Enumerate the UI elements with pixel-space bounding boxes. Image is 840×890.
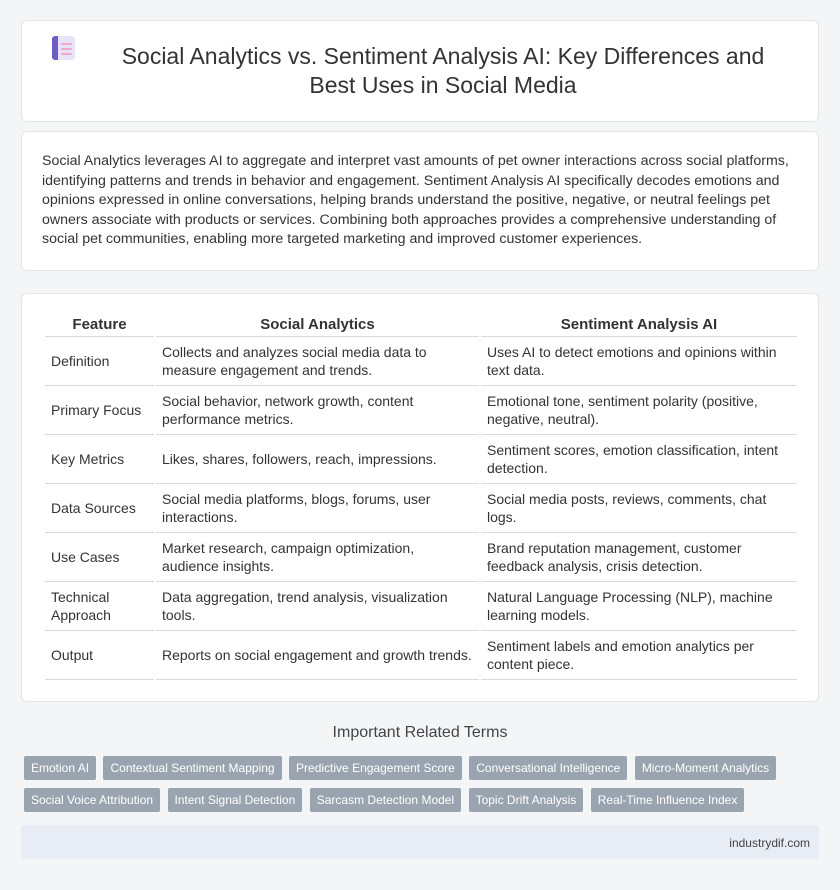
- social-analytics-cell: Market research, campaign optimization, audience insights.: [156, 533, 479, 582]
- column-header-sentiment-analysis: Sentiment Analysis AI: [481, 312, 797, 337]
- header-card: [21, 20, 819, 122]
- tag-real-time-influence-index[interactable]: Real-Time Influence Index: [591, 788, 745, 812]
- social-analytics-cell: Likes, shares, followers, reach, impressions.: [156, 435, 479, 484]
- feature-cell: Use Cases: [45, 533, 154, 582]
- column-header-social-analytics: Social Analytics: [156, 312, 479, 337]
- page-title: Social Analytics vs. Sentiment Analysis AI: Key Differences and Best Uses in Social Media: [121, 43, 765, 98]
- related-terms-tags: [24, 756, 824, 820]
- feature-cell: Primary Focus: [45, 386, 154, 435]
- social-analytics-cell: Reports on social engagement and growth trends.: [156, 631, 479, 680]
- table-row: [45, 631, 797, 680]
- table-header-row: [45, 312, 797, 337]
- social-analytics-cell: Collects and analyzes social media data to measure engagement and trends.: [156, 337, 479, 386]
- table-row: [45, 435, 797, 484]
- sentiment-analysis-cell: Uses AI to detect emotions and opinions within text data.: [481, 337, 797, 386]
- tag-social-voice-attribution[interactable]: Social Voice Attribution: [24, 788, 160, 812]
- tag-emotion-ai[interactable]: Emotion AI: [24, 756, 96, 780]
- tag-intent-signal-detection[interactable]: Intent Signal Detection: [168, 788, 303, 812]
- feature-cell: Output: [45, 631, 154, 680]
- tag-topic-drift-analysis[interactable]: Topic Drift Analysis: [469, 788, 584, 812]
- table-row: [45, 337, 797, 386]
- table-row: [45, 386, 797, 435]
- related-terms-section: [0, 723, 840, 807]
- social-analytics-cell: Social behavior, network growth, content performance metrics.: [156, 386, 479, 435]
- comparison-table: [43, 312, 799, 680]
- footer-site-link[interactable]: industrydif.com: [729, 836, 810, 850]
- sentiment-analysis-cell: Social media posts, reviews, comments, chat logs.: [481, 484, 797, 533]
- sentiment-analysis-cell: Natural Language Processing (NLP), machine learning models.: [481, 582, 797, 631]
- document-icon: [52, 36, 78, 62]
- tag-predictive-engagement-score[interactable]: Predictive Engagement Score: [289, 756, 462, 780]
- tag-sarcasm-detection-model[interactable]: Sarcasm Detection Model: [310, 788, 461, 812]
- column-header-feature: Feature: [45, 312, 154, 337]
- intro-card: [21, 131, 819, 271]
- table-row: [45, 582, 797, 631]
- social-analytics-cell: Data aggregation, trend analysis, visualization tools.: [156, 582, 479, 631]
- table-row: [45, 484, 797, 533]
- feature-cell: Data Sources: [45, 484, 154, 533]
- feature-cell: Key Metrics: [45, 435, 154, 484]
- feature-cell: Definition: [45, 337, 154, 386]
- feature-cell: Technical Approach: [45, 582, 154, 631]
- related-terms-title: Important Related Terms: [332, 724, 508, 741]
- footer: [21, 825, 819, 859]
- sentiment-analysis-cell: Sentiment labels and emotion analytics per content piece.: [481, 631, 797, 680]
- table-row: [45, 533, 797, 582]
- comparison-card: [21, 293, 819, 702]
- tag-conversational-intelligence[interactable]: Conversational Intelligence: [469, 756, 627, 780]
- sentiment-analysis-cell: Brand reputation management, customer feedback analysis, crisis detection.: [481, 533, 797, 582]
- sentiment-analysis-cell: Sentiment scores, emotion classification, intent detection.: [481, 435, 797, 484]
- social-analytics-cell: Social media platforms, blogs, forums, user interactions.: [156, 484, 479, 533]
- tag-micro-moment-analytics[interactable]: Micro-Moment Analytics: [635, 756, 776, 780]
- tag-contextual-sentiment-mapping[interactable]: Contextual Sentiment Mapping: [103, 756, 281, 780]
- sentiment-analysis-cell: Emotional tone, sentiment polarity (positive, negative, neutral).: [481, 386, 797, 435]
- intro-paragraph: Social Analytics leverages AI to aggregate and interpret vast amounts of pet owner interactions across social platforms, identifying patterns and trends in behavior and engagement. Sentiment Analysis AI specifically decodes emotions and opinions expressed in online conversations, helping brands understand the positive, negative, or neutral feelings pet owners associate with products or services. Combining both approaches provides a comprehensive understanding of social pet communities, enabling more targeted marketing and improved customer experiences.: [42, 153, 789, 247]
